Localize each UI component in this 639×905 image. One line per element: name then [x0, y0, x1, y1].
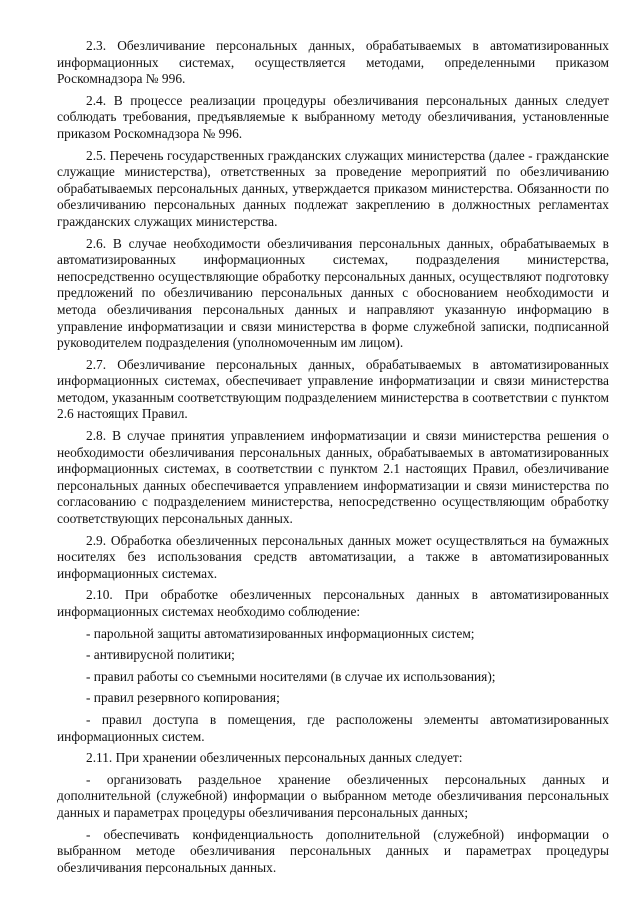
- paragraph-2-4: 2.4. В процессе реализации процедуры обезличивания персональных данных следует соблюдать требования, предъявляемые к выбранному методу обезличивания, установленные приказом Роскомнадзора № 996.: [57, 92, 609, 141]
- paragraph-2-8: 2.8. В случае принятия управлением информатизации и связи министерства решения о необходимости обезличивания персональных данных, обрабатываемых в автоматизированных информационных системах, в соответствии с пунктом 2.1 настоящих Правил, обезличивание персональных данных обеспечивается управлением информатизации и связи министерства по согласованию с подразделением министерства, непосредственно осуществляющим обработку соответствующих персональных данных.: [57, 428, 609, 527]
- paragraph-2-11: 2.11. При хранении обезличенных персональных данных следует:: [86, 750, 463, 766]
- list-item-separate-storage: - организовать раздельное хранение обезличенных персональных данных и дополнительной (служебной) информации о выбранном методе обезличивания персональных данных и параметрах процедуры обезличивания персональных данных;: [57, 771, 609, 820]
- paragraph-2-5: 2.5. Перечень государственных гражданских служащих министерства (далее - гражданские служащие министерства), ответственных за проведение мероприятий по обезличиванию обрабатываемых персональных данных, утверждается приказом министерства. Обязанности по обезличиванию персональных данных подлежат закреплению в должностных регламентах гражданских служащих министерства.: [57, 147, 609, 229]
- list-item-backup-rules: - правил резервного копирования;: [86, 690, 280, 706]
- list-item-password-protection: - парольной защиты автоматизированных информационных систем;: [86, 625, 475, 641]
- paragraph-2-9: 2.9. Обработка обезличенных персональных данных может осуществляться на бумажных носителях без использования средств автоматизации, а также в автоматизированных информационных системах.: [57, 532, 609, 581]
- paragraph-2-7: 2.7. Обезличивание персональных данных, обрабатываемых в автоматизированных информационных системах, обеспечивает управление информатизации и связи министерства методом, указанным соответствующим подразделением министерства в соответствии с пунктом 2.6 настоящих Правил.: [57, 356, 609, 422]
- paragraph-2-6: 2.6. В случае необходимости обезличивания персональных данных, обрабатываемых в автоматизированных информационных системах, подразделения министерства, непосредственно осуществляющие обработку персональных данных, осуществляют подготовку предложений по обезличиванию персональных данных с обоснованием необходимости и метода обезличивания персональных данных и направляют указанную информацию в управление информатизации и связи министерства в форме служебной записки, подписанной руководителем подразделения (уполномоченным им лицом).: [57, 235, 609, 351]
- paragraph-2-3: 2.3. Обезличивание персональных данных, обрабатываемых в автоматизированных информационных системах, осуществляется методами, определенными приказом Роскомнадзора № 996.: [57, 38, 609, 87]
- paragraph-2-10: 2.10. При обработке обезличенных персональных данных в автоматизированных информационных системах необходимо соблюдение:: [57, 587, 609, 619]
- list-item-confidentiality: - обеспечивать конфиденциальность дополнительной (служебной) информации о выбранном методе обезличивания персональных данных и параметрах процедуры обезличивания персональных данных.: [57, 826, 609, 875]
- list-item-removable-media: - правил работы со съемными носителями (в случае их использования);: [86, 668, 496, 684]
- document-page: [57, 38, 609, 881]
- list-item-premises-access: - правил доступа в помещения, где расположены элементы автоматизированных информационных систем.: [57, 711, 609, 744]
- list-item-antivirus-policy: - антивирусной политики;: [86, 647, 235, 663]
